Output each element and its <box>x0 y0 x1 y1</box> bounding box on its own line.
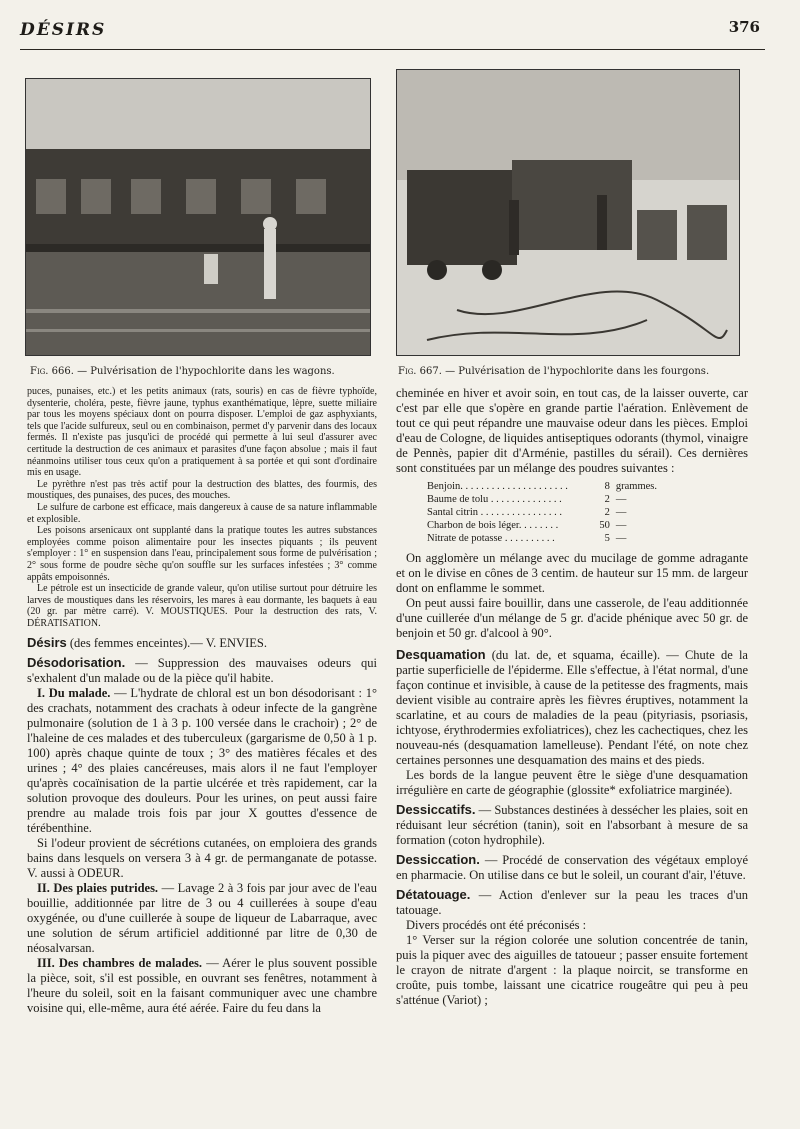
paragraph: puces, punaises, etc.) et les petits animaux (rats, souris) en cas de fièvre typhoïde, dysenterie, choléra, peste, fièvre jaune, typhus exanthématique, lèpre, suette miliaire par tous les moyens spéciaux dont on pourra disposer. L'emploi de gaz asphyxiants, tels que l'acide sulfureux, seul ou en combinaison, permet d'y parvenir dans des locaux fermés. Il n'existe pas jusqu'ici de procédé qui permette à lui seul d'assurer avec certitude la destruction de ces animaux et parasites d'une façon absolue ; mais il faut néanmoins utiliser tous ceux qu'on a pratiquement à sa portée et qui sont d'ordinaire mis en usage. <box>27 386 377 479</box>
paragraph: III. Des chambres de malades. — Aérer le plus souvent possible la pièce, soit, s'il est possible, en ouvrant ses fenêtres, notamment à l'heure du soleil, soit en la faisant communiquer avec une chambre voisine qui, elle-même, aura été aérée. Faire du feu dans la <box>27 956 377 1016</box>
header-rule <box>20 49 765 50</box>
recipe-row: Benjoin. . . . . . . . . . . . . . . . . . . . . 8 grammes. <box>427 481 657 492</box>
entry-headword: Dessiccation. <box>396 852 480 867</box>
recipe-row: Nitrate de potasse . . . . . . . . . . 5 — <box>427 533 627 544</box>
recipe-table <box>424 480 660 545</box>
recipe-row: Charbon de bois léger. . . . . . . . 50 — <box>427 520 627 531</box>
entry-dessiccatifs: Dessiccatifs. — Substances destinées à dessécher les plaies, soit en réduisant leur sécrétion (tanin), soit en l'absorbant à mesure de sa formation (coton hydrophile). <box>396 802 748 847</box>
entry-headword: Désodorisation. <box>27 655 126 671</box>
paragraph: I. Du malade. — L'hydrate de chloral est un bon désodorisant : 1° des crachats, notamment des crachats à odeur infecte de la gangrène pulmonaire (solution de 1 à 3 p. 100 versée dans le crachoir) ; 2° de l'haleine de ces malades et des tuberculeux (gargarisme de 0,50 à 1 p. 100) après chaque quinte de toux ; 3° des matières fécales et des urines ; 4° des plaies cancéreuses, mais alors il ne faut l'employer qu'après cocaïnisation de la partie ulcérée et très rapidement, car la solution provoque des douleurs. Pour les urines, on peut aussi faire prendre au malade trois fois par jour X gouttes d'essence de térébenthine. <box>27 686 377 836</box>
paragraph: On peut aussi faire bouillir, dans une casserole, de l'eau additionnée d'une cuillerée d'un mélange de 5 gr. d'acide phénique avec 50 gr. de benjoin et 50 gr. d'alcool à 90°. <box>396 596 748 640</box>
left-column <box>27 386 377 1016</box>
paragraph: II. Des plaies putrides. — Lavage 2 à 3 fois par jour avec de l'eau bouillie, additionnée par litre de 3 ou 4 cuillerées à soupe d'eau oxygénée, ou d'une cuillerée à soupe de liqueur de Labarraque, avec une solution de sérum artificiel additionné par litre de 0,30 de néosalvarsan. <box>27 881 377 956</box>
paragraph: 1° Verser sur la région colorée une solution concentrée de tanin, puis la piquer avec des aiguilles de tatoueur ; passer ensuite fortement le crayon de nitrate d'argent : la plaque noircit, se transforme en croûte, puis tombe, laissant une cicatrice rougeâtre qui peu à peu s'atténue (Variot) ; <box>396 933 748 1007</box>
entry-headword: Désirs <box>27 635 67 651</box>
paragraph: Divers procédés ont été préconisés : <box>406 918 587 932</box>
paragraph: Si l'odeur provient de sécrétions cutanées, on emploiera des grands bains dans lesquels on versera 3 à 4 gr. de permanganate de potasse. V. aussi à ODEUR. <box>27 836 377 881</box>
figure-666-photo <box>25 78 371 356</box>
paragraph: On agglomère un mélange avec du mucilage de gomme adragante et on le divise en cônes de 3 centim. de hauteur sur 15 mm. de largeur dont on enflamme le sommet. <box>396 551 748 595</box>
paragraph: cheminée en hiver et avoir soin, en tout cas, de la laisser ouverte, car c'est par elle que s'opère en grande partie l'aération. Enlèvement de tout ce qui peut répandre une mauvaise odeur dans les pièces. Emploi d'eau de Cologne, de liquides antiseptiques odorants (thymol, vinaigre de Pennès, papier dit d'Arménie, pastilles du sérail). Ces dernières sont constituées par un mélange des poudres suivantes : <box>396 386 748 475</box>
entry-headword: Détatouage. <box>396 887 471 902</box>
page-number: 376 <box>728 18 760 36</box>
entry-desquamation: Desquamation (du lat. de, et squama, écaille). — Chute de la partie superficielle de l'épiderme. Elle s'effectue, à l'état normal, d'une façon continue et invisible, à cause de la petitesse des fragments, mais devient visible au contraire après les fièvres éruptives, notamment la scarlatine, et au cours de maladies de la peau (pityriasis, psoriasis, ichtyose, érythrodermies exfoliatrices), chez les cachectiques, chez les nouveau-nés (desquamation lamelleuse). Pendant l'été, on note chez certaines personnes une desquamation des mains et des pieds. <box>396 647 748 767</box>
paragraph: Le pétrole est un insecticide de grande valeur, qu'on utilise surtout pour détruire les larves de moustiques dans les réservoirs, les mares à eau dormante, les baquets à eau (20 gr. par mètre carré). V. MOUSTIQUES. Pour la destruction des rats, V. DÉRATISATION. <box>27 583 377 629</box>
right-column <box>396 386 748 1008</box>
figure-667-photo <box>396 69 740 356</box>
paragraph: Les bords de la langue peuvent être le siège d'une desquamation irrégulière en carte de géographie (glossite* exfoliatrice marginée). <box>396 768 748 797</box>
paragraph: Le pyrèthre n'est pas très actif pour la destruction des blattes, des fourmis, des moustiques, des punaises, des puces, des mouches. <box>27 478 377 502</box>
paragraph: Le sulfure de carbone est efficace, mais dangereux à cause de sa nature inflammable et explosible. <box>27 501 377 525</box>
entry-detatouage: Détatouage. — Action d'enlever sur la peau les traces d'un tatouage. <box>396 887 748 917</box>
van-spray-illustration <box>397 70 739 355</box>
paragraph: Les poisons arsenicaux ont supplanté dans la pratique toutes les autres substances employées comme poison alimentaire pour les insectes piquants ; ils peuvent s'employer : 1° en suspension dans l'eau, principalement sous forme de pulvérisation ; 2° sous forme de poudre sèche qu'on souffle sur les surfaces infestées ; 3° comme appâts empoisonnés. <box>27 525 377 583</box>
entry-dessiccation: Dessiccation. — Procédé de conservation des végétaux employé en pharmacie. On utilise dans ce but le soleil, un courant d'air, l'étuve. <box>396 852 748 882</box>
entry-headword: Dessiccatifs. <box>396 802 476 817</box>
recipe-row: Baume de tolu . . . . . . . . . . . . . . 2 — <box>427 494 627 505</box>
entry-desodorisation: Désodorisation. — Suppression des mauvaises odeurs qui s'exhalent d'un malade ou de la pièce qu'il habite. <box>27 655 377 686</box>
recipe-row: Santal citrin . . . . . . . . . . . . . . . . 2 — <box>427 507 627 518</box>
page-header <box>20 18 760 48</box>
entry-headword: Desquamation <box>396 647 486 662</box>
figure-666-caption: Fig. 666. — Pulvérisation de l'hypochlorite dans les wagons. <box>30 366 335 377</box>
figure-667-caption: Fig. 667. — Pulvérisation de l'hypochlorite dans les fourgons. <box>398 366 710 377</box>
running-title: DÉSIRS <box>20 20 107 40</box>
entry-desirs: Désirs (des femmes enceintes).— V. ENVIES. <box>27 635 267 651</box>
wagon-spray-illustration <box>26 79 370 355</box>
